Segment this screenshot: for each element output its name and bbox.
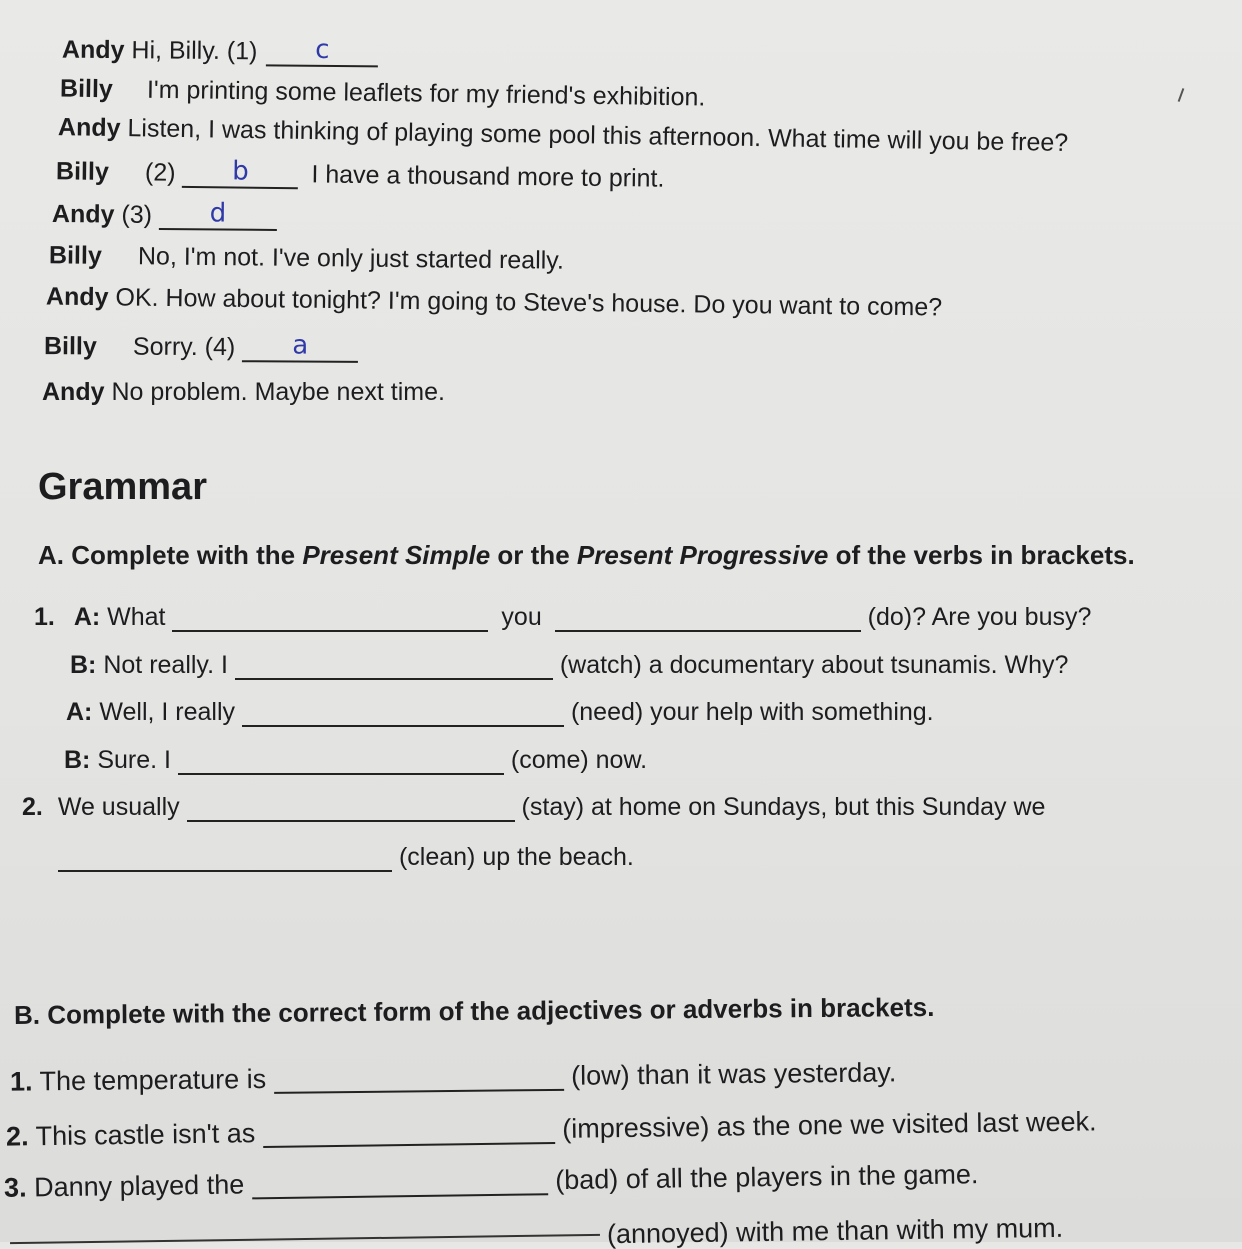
exercise-a-1b bbox=[70, 650, 1068, 680]
exercise-a-1c bbox=[66, 697, 934, 727]
answer-blank-2[interactable] bbox=[182, 156, 298, 189]
answer-blank-4[interactable] bbox=[242, 330, 358, 363]
handwritten-answer: c bbox=[315, 34, 330, 65]
dialogue-text: (3) bbox=[121, 200, 153, 229]
speaker-label: B: bbox=[70, 651, 97, 679]
exercise-b-3 bbox=[4, 1159, 979, 1203]
answer-blank[interactable] bbox=[274, 1065, 564, 1094]
speaker-label: B: bbox=[64, 746, 91, 774]
prompt-text: Not really. I bbox=[103, 651, 228, 679]
item-number: 2. bbox=[22, 793, 43, 821]
prompt-text: What bbox=[107, 603, 166, 631]
prompt-text: (watch) a documentary about tsunamis. Why? bbox=[559, 651, 1069, 679]
instruction-italic: Present Progressive bbox=[576, 540, 829, 570]
prompt-text: (low) than it was yesterday. bbox=[571, 1057, 897, 1091]
instruction-italic: Present Simple bbox=[302, 540, 491, 570]
speaker-name: Billy bbox=[59, 74, 114, 104]
prompt-text: Sure. I bbox=[97, 746, 171, 774]
answer-blank[interactable] bbox=[263, 1118, 555, 1148]
exercise-b-1 bbox=[10, 1057, 897, 1096]
instruction-text: or the bbox=[490, 540, 577, 570]
dialogue-text: OK. How about tonight? I'm going to Steve's house. Do you want to come? bbox=[115, 283, 943, 322]
prompt-text: (clean) up the beach. bbox=[398, 843, 634, 871]
dialogue-line-2 bbox=[60, 73, 706, 112]
speaker-label: A: bbox=[66, 698, 93, 726]
speaker-name: Andy bbox=[42, 378, 105, 406]
handwritten-answer: b bbox=[232, 156, 249, 187]
speaker-name: Andy bbox=[57, 113, 121, 143]
speaker-name: Billy bbox=[43, 332, 97, 361]
instruction-text: of the verbs in brackets. bbox=[828, 540, 1135, 570]
prompt-text: Danny played the bbox=[33, 1169, 245, 1203]
dialogue-text: I'm printing some leaflets for my friend's exhibition. bbox=[146, 75, 706, 112]
prompt-text: (bad) of all the players in the game. bbox=[555, 1159, 979, 1196]
speaker-name: Andy bbox=[61, 35, 125, 65]
dialogue-line-1 bbox=[62, 35, 379, 68]
answer-blank[interactable] bbox=[235, 654, 553, 680]
dialogue-text: (2) bbox=[144, 158, 176, 187]
exercise-a-1d bbox=[64, 745, 647, 775]
pen-mark bbox=[1178, 88, 1185, 102]
dialogue-text: No problem. Maybe next time. bbox=[111, 378, 445, 406]
speaker-name: Billy bbox=[48, 241, 102, 270]
instruction-a bbox=[38, 540, 1135, 571]
item-number: 1. bbox=[9, 1066, 33, 1097]
dialogue-line-5 bbox=[52, 199, 277, 231]
answer-blank[interactable] bbox=[10, 1234, 600, 1244]
instruction-b: B. Complete with the correct form of the adjectives or adverbs in brackets. bbox=[13, 991, 935, 1031]
answer-blank-3[interactable] bbox=[159, 198, 277, 231]
prompt-text: We usually bbox=[57, 793, 180, 821]
prompt-text: This castle isn't as bbox=[35, 1118, 256, 1152]
answer-blank[interactable] bbox=[187, 796, 515, 822]
dialogue-line-4 bbox=[56, 156, 665, 193]
dialogue-text: Hi, Billy. (1) bbox=[131, 36, 258, 66]
answer-blank[interactable] bbox=[178, 749, 504, 775]
dialogue-line-9 bbox=[42, 377, 445, 407]
answer-blank[interactable] bbox=[555, 606, 861, 632]
section-title: Grammar bbox=[38, 466, 207, 508]
item-number: 1. bbox=[34, 603, 55, 631]
exercise-a-2b bbox=[58, 842, 634, 872]
prompt-text: (need) your help with something. bbox=[570, 698, 934, 726]
handwritten-answer: a bbox=[292, 330, 309, 361]
exercise-a-2 bbox=[22, 792, 1045, 822]
exercise-a-1 bbox=[34, 602, 1091, 632]
prompt-text: (come) now. bbox=[510, 746, 648, 774]
dialogue-text: I have a thousand more to print. bbox=[311, 160, 665, 193]
speaker-label: A: bbox=[73, 603, 101, 631]
answer-blank[interactable] bbox=[242, 701, 564, 727]
dialogue-line-3 bbox=[58, 112, 1069, 158]
answer-blank[interactable] bbox=[172, 606, 488, 632]
prompt-text: Well, I really bbox=[99, 698, 236, 726]
answer-blank[interactable] bbox=[58, 846, 392, 872]
item-number: 3. bbox=[3, 1172, 27, 1203]
speaker-name: Billy bbox=[55, 157, 109, 186]
dialogue-line-8 bbox=[44, 331, 358, 363]
prompt-text: (do)? Are you busy? bbox=[867, 603, 1092, 631]
instruction-text: A. Complete with the bbox=[38, 540, 303, 570]
exercise-b-2 bbox=[6, 1106, 1097, 1151]
prompt-text: The temperature is bbox=[39, 1063, 267, 1097]
answer-blank-1[interactable] bbox=[266, 34, 378, 67]
item-number: 2. bbox=[5, 1121, 29, 1152]
prompt-text: (impressive) as the one we visited last week. bbox=[562, 1106, 1097, 1144]
prompt-text: (stay) at home on Sundays, but this Sunday we bbox=[521, 793, 1046, 821]
dialogue-text: Sorry. (4) bbox=[132, 332, 236, 362]
speaker-name: Andy bbox=[51, 200, 115, 229]
handwritten-answer: d bbox=[209, 198, 227, 229]
exercise-b-4-partial bbox=[607, 1213, 1064, 1249]
dialogue-line-7 bbox=[46, 282, 942, 323]
dialogue-text: Listen, I was thinking of playing some pool this afternoon. What time will you be free? bbox=[127, 114, 1069, 157]
answer-blank[interactable] bbox=[252, 1169, 548, 1199]
dialogue-text: No, I'm not. I've only just started really. bbox=[137, 242, 565, 275]
prompt-text: (annoyed) with me than with my mum. bbox=[606, 1212, 1064, 1249]
prompt-text: you bbox=[501, 603, 542, 631]
dialogue-line-6 bbox=[49, 240, 564, 275]
speaker-name: Andy bbox=[45, 282, 109, 312]
